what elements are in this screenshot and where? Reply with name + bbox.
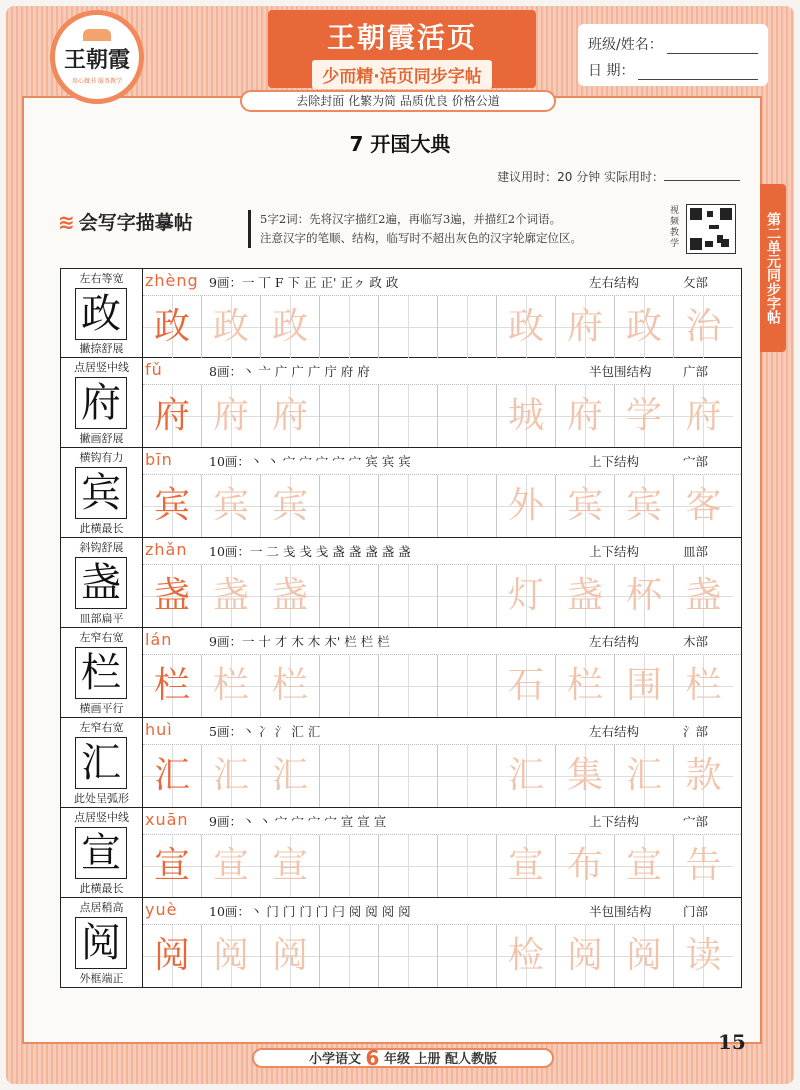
word1-char2-cell[interactable] [556,475,615,537]
unit-side-tab: 第二单元同步字帖 [760,184,786,352]
tip-top: 横钩有力 [79,451,124,464]
structure: 半包围结构 [589,364,652,379]
word-trace-char: 栏 [685,665,722,706]
model-char: 盏 [75,557,127,609]
word-trace-char: 府 [566,395,603,436]
class-name-field[interactable] [667,38,758,54]
trace-cell[interactable] [202,925,261,987]
word1-char2-cell[interactable] [556,296,615,358]
trace-cell[interactable] [261,655,320,717]
writing-cell[interactable] [438,925,497,987]
tip-top: 点居稍高 [79,901,124,914]
word-trace-char: 阅 [625,935,662,976]
writing-cell[interactable] [320,565,379,627]
series-banner [268,10,536,88]
word-trace-char: 城 [507,395,544,436]
word2-char1-cell[interactable] [615,475,674,537]
word1-char1-cell[interactable] [497,835,556,897]
word1-char1-cell[interactable] [497,385,556,447]
word-trace-char: 治 [685,306,722,347]
model-cell [143,565,202,627]
model-copy: 阅 [153,935,190,976]
tip-top: 点居竖中线 [74,361,129,374]
trace-cell[interactable] [261,475,320,537]
word2-char1-cell[interactable] [615,655,674,717]
word2-char1-cell[interactable] [615,835,674,897]
writing-cell[interactable] [320,475,379,537]
word1-char1-cell[interactable] [497,296,556,358]
structure: 半包围结构 [589,904,652,919]
practice-row [60,268,742,358]
practice-cells [143,565,733,627]
writing-cell[interactable] [379,296,438,358]
pinyin: xuān [145,810,189,829]
model-box [61,808,143,897]
publisher-logo [50,10,144,104]
stroke-order: 8画：丶 亠 广 广 广 庁 府 府 [209,364,370,379]
writing-cell[interactable] [379,925,438,987]
time-row [497,168,740,185]
pinyin: zhèng [145,271,199,290]
model-box [61,898,143,987]
instruction-line-2: 注意汉字的笔顺、结构，临写时不超出灰色的汉字轮廓定位区。 [260,231,582,245]
footer-band [252,1048,554,1068]
logo-name: 王朝霞 [63,47,130,73]
tip-bottom: 此处呈弧形 [74,792,129,805]
radical: 宀部 [683,454,709,469]
trace-cell[interactable] [202,745,261,807]
word-trace-char: 灯 [507,575,544,616]
radical: 广部 [683,364,709,379]
practice-row [60,718,742,808]
practice-cells [143,925,733,987]
word-trace-char: 款 [685,755,722,796]
student-info-box [578,24,768,86]
model-copy: 栏 [153,665,190,706]
model-cell [143,475,202,537]
practice-cells [143,296,733,358]
instruction-line-1: 5字2词：先将汉字描红2遍，再临写3遍，并描红2个词语。 [260,212,562,226]
stroke-order: 9画：丶 丶 宀 宀 宀 宀 宣 宣 宣 [209,814,387,829]
stroke-order: 5画：丶 冫 氵 汇 汇 [209,724,321,739]
word2-char1-cell[interactable] [615,565,674,627]
word2-char2-cell[interactable] [674,835,733,897]
trace-cell[interactable] [202,835,261,897]
tip-top: 点居竖中线 [74,811,129,824]
trace-cell[interactable] [261,296,320,358]
trace-cell[interactable] [202,385,261,447]
trace-cell[interactable] [202,655,261,717]
word2-char2-cell[interactable] [674,385,733,447]
word1-char1-cell[interactable] [497,475,556,537]
word-trace-char: 汇 [625,755,662,796]
word-trace-char: 宣 [625,845,662,886]
writing-cell[interactable] [438,565,497,627]
trace-char: 盏 [212,575,249,616]
writing-cell[interactable] [379,385,438,447]
model-copy: 政 [153,306,190,347]
model-cell [143,925,202,987]
footer-subject: 小学语文 [308,1052,361,1067]
model-cell [143,835,202,897]
qr-code-icon[interactable] [686,204,736,254]
word2-char2-cell[interactable] [674,925,733,987]
page-number: 15 [718,1030,746,1054]
time-label: 建议用时：20 分钟 实际用时： [497,170,664,184]
stroke-order: 9画：一 丅 F 下 正 正' 正ㇰ 政 政 [209,275,399,290]
writing-cell[interactable] [438,835,497,897]
trace-cell[interactable] [261,835,320,897]
writing-cell[interactable] [320,745,379,807]
writing-cell[interactable] [320,296,379,358]
word1-char2-cell[interactable] [556,385,615,447]
word-trace-char: 宾 [625,485,662,526]
structure: 左右结构 [589,724,640,739]
word1-char2-cell[interactable] [556,655,615,717]
qr-label: 视频教学 [670,206,680,249]
word-trace-char: 布 [566,845,603,886]
word-trace-char: 外 [507,485,544,526]
trace-char: 栏 [271,665,308,706]
banner-subtitle: 少而精·活页同步字帖 [312,60,491,89]
model-char: 政 [75,288,127,340]
structure: 上下结构 [589,454,640,469]
trace-char: 宾 [212,485,249,526]
practice-cells [143,745,733,807]
instructions [260,210,668,248]
lesson-title: 7 开国大典 [349,132,451,156]
writing-cell[interactable] [379,655,438,717]
word-trace-char: 汇 [507,755,544,796]
section-title: 会写字描摹帖 [78,212,193,234]
practice-row [60,448,742,538]
word-trace-char: 读 [685,935,722,976]
stroke-order: 10画：一 二 戋 戋 戋 盏 盏 盏 盏 盏 [209,544,411,559]
wave-icon: ≋ [58,209,75,234]
trace-cell[interactable] [261,925,320,987]
practice-row [60,358,742,448]
radical: 门部 [683,904,709,919]
practice-area [143,538,741,627]
pinyin: zhǎn [145,540,188,559]
model-box [61,358,143,447]
structure: 上下结构 [589,544,640,559]
model-box [61,448,143,537]
word-trace-char: 栏 [566,665,603,706]
model-char: 阅 [75,917,127,969]
model-cell [143,385,202,447]
footer-grade: 6 [365,1046,380,1070]
word-trace-char: 学 [625,395,662,436]
logo-subtitle: 用心做书 服务教学 [72,78,122,85]
writing-cell[interactable] [438,385,497,447]
radical: 宀部 [683,814,709,829]
word2-char2-cell[interactable] [674,296,733,358]
model-copy: 汇 [153,755,190,796]
stroke-order: 10画：丶 门 门 门 门 闩 阅 阅 阅 阅 [209,904,411,919]
model-copy: 盏 [153,575,190,616]
class-name-label: 班级/姓名： [588,37,663,53]
word1-char1-cell[interactable] [497,565,556,627]
trace-char: 盏 [271,575,308,616]
practice-cells [143,835,733,897]
tip-bottom: 皿部扁平 [79,612,124,625]
practice-row [60,628,742,718]
radical: 皿部 [683,544,709,559]
model-char: 栏 [75,647,127,699]
tip-bottom: 横画平行 [79,702,124,715]
model-box [61,628,143,717]
practice-row [60,808,742,898]
structure: 左右结构 [589,275,640,290]
model-box [61,269,143,357]
writing-cell[interactable] [438,475,497,537]
model-cell [143,745,202,807]
model-box [61,718,143,807]
word2-char2-cell[interactable] [674,565,733,627]
pinyin: fǔ [145,360,163,379]
stroke-order: 10画：丶 丶 宀 宀 宀 宀 宀 宾 宾 宾 [209,454,411,469]
word2-char2-cell[interactable] [674,655,733,717]
word-trace-char: 杯 [625,575,662,616]
writing-cell[interactable] [320,835,379,897]
word-trace-char: 宾 [566,485,603,526]
model-cell [143,655,202,717]
writing-cell[interactable] [438,745,497,807]
trace-char: 汇 [212,755,249,796]
word1-char1-cell[interactable] [497,745,556,807]
word-trace-char: 告 [685,845,722,886]
pinyin: yuè [145,900,178,919]
tip-bottom: 此横最长 [79,882,124,895]
trace-char: 宣 [271,845,308,886]
practice-area [143,448,741,537]
crown-icon [83,29,111,41]
word-trace-char: 宣 [507,845,544,886]
tip-bottom: 撇捺舒展 [79,342,124,355]
word1-char2-cell[interactable] [556,835,615,897]
model-cell [143,296,202,358]
practice-cells [143,385,733,447]
trace-cell[interactable] [202,296,261,358]
model-char: 府 [75,377,127,429]
structure: 上下结构 [589,814,640,829]
practice-cells [143,475,733,537]
trace-char: 阅 [212,935,249,976]
word-trace-char: 围 [625,665,662,706]
radical: 木部 [683,634,709,649]
footer-edition: 年级 上册 配人教版 [383,1052,498,1067]
practice-area [143,808,741,897]
model-copy: 宣 [153,845,190,886]
writing-cell[interactable] [379,745,438,807]
trace-char: 汇 [271,755,308,796]
word-trace-char: 盏 [566,575,603,616]
tip-top: 斜钩舒展 [79,541,124,554]
word2-char2-cell[interactable] [674,475,733,537]
structure: 左右结构 [589,634,640,649]
word2-char1-cell[interactable] [615,745,674,807]
date-field[interactable] [638,64,758,80]
writing-cell[interactable] [320,385,379,447]
word1-char1-cell[interactable] [497,655,556,717]
writing-cell[interactable] [379,475,438,537]
practice-area [143,898,741,987]
writing-cell[interactable] [438,296,497,358]
tip-top: 左右等宽 [79,272,124,285]
trace-cell[interactable] [261,745,320,807]
pinyin: huì [145,720,173,739]
word-trace-char: 府 [685,395,722,436]
tip-bottom: 外框端正 [79,972,124,985]
tip-bottom: 撇画舒展 [79,432,124,445]
banner-title: 王朝霞活页 [326,21,477,54]
word-trace-char: 盏 [685,575,722,616]
word1-char1-cell[interactable] [497,925,556,987]
practice-row [60,538,742,628]
model-box [61,538,143,627]
word-trace-char: 府 [566,306,603,347]
word2-char2-cell[interactable] [674,745,733,807]
writing-cell[interactable] [438,655,497,717]
practice-area [143,358,741,447]
model-copy: 府 [153,395,190,436]
word2-char1-cell[interactable] [615,925,674,987]
word1-char2-cell[interactable] [556,745,615,807]
word-trace-char: 政 [507,306,544,347]
model-char: 宾 [75,467,127,519]
word-trace-char: 阅 [566,935,603,976]
practice-area [143,628,741,717]
trace-cell[interactable] [261,385,320,447]
practice-table [60,268,742,988]
practice-area [143,269,741,357]
slogan: 去除封面 化繁为简 品质优良 价格公道 [240,90,556,112]
model-char: 汇 [75,737,127,789]
word2-char1-cell[interactable] [615,385,674,447]
section-header [58,208,193,235]
word1-char2-cell[interactable] [556,565,615,627]
word-trace-char: 检 [507,935,544,976]
writing-cell[interactable] [379,835,438,897]
writing-cell[interactable] [320,655,379,717]
pinyin: bīn [145,450,173,469]
pinyin: lán [145,630,173,649]
word2-char1-cell[interactable] [615,296,674,358]
tip-top: 左窄右宽 [79,631,124,644]
actual-time-field[interactable] [664,180,740,181]
radical: 氵部 [683,724,709,739]
divider [248,210,251,248]
word-trace-char: 集 [566,755,603,796]
word-trace-char: 石 [507,665,544,706]
writing-cell[interactable] [379,565,438,627]
trace-char: 栏 [212,665,249,706]
word-trace-char: 客 [685,485,722,526]
writing-cell[interactable] [320,925,379,987]
practice-cells [143,655,733,717]
radical: 攵部 [683,275,709,290]
word1-char2-cell[interactable] [556,925,615,987]
tip-top: 左窄右宽 [79,721,124,734]
practice-row [60,898,742,988]
stroke-order: 9画：一 十 才 木 木 木' 栏 栏 栏 [209,634,390,649]
tip-bottom: 此横最长 [79,522,124,535]
model-copy: 宾 [153,485,190,526]
practice-area [143,718,741,807]
trace-cell[interactable] [202,565,261,627]
trace-char: 阅 [271,935,308,976]
trace-char: 宾 [271,485,308,526]
trace-cell[interactable] [202,475,261,537]
trace-char: 政 [212,306,249,347]
trace-cell[interactable] [261,565,320,627]
date-label: 日 期： [588,63,635,79]
trace-char: 府 [271,395,308,436]
trace-char: 宣 [212,845,249,886]
trace-char: 府 [212,395,249,436]
word-trace-char: 政 [625,306,662,347]
model-char: 宣 [75,827,127,879]
trace-char: 政 [271,306,308,347]
